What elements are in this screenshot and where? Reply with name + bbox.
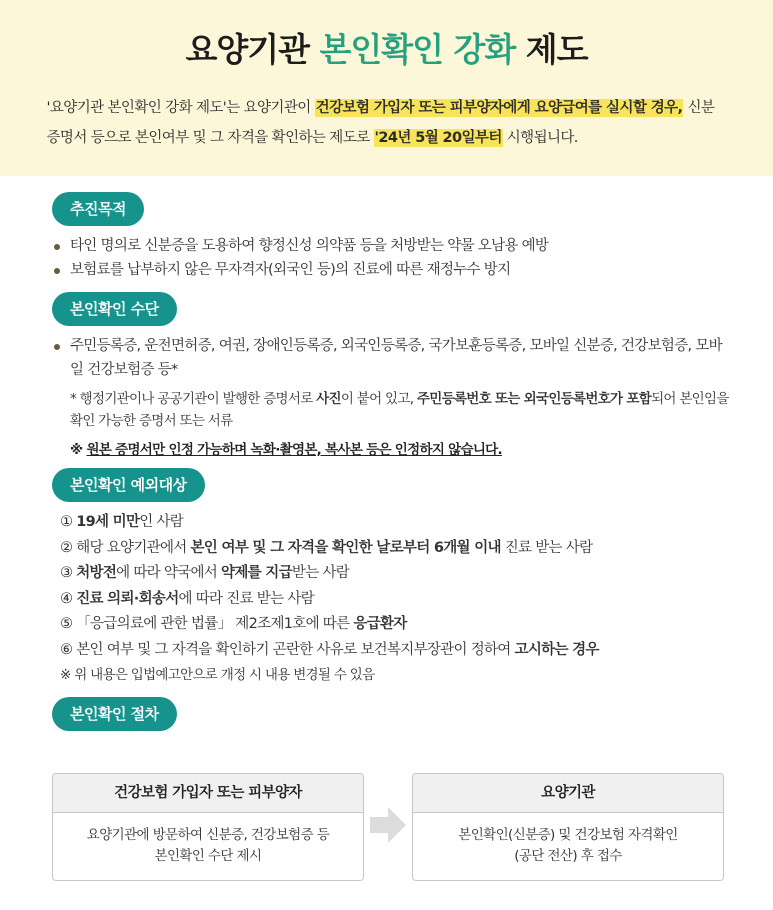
section-exceptions <box>52 468 773 687</box>
note-part: 되어 본인임을 확인 가능한 증명서 또는 서류 <box>70 391 729 429</box>
section-purpose <box>52 192 773 282</box>
exceptions-note: ※ 위 내용은 입법예고안으로 개정 시 내용 변경될 수 있음 <box>60 667 375 683</box>
list-item <box>60 561 740 587</box>
intro-highlight: 건강보험 가입자 또는 피부양자에게 요양급여를 실시할 경우, <box>315 100 683 116</box>
procedure-flow <box>52 773 722 881</box>
item-text: 「응급의료에 관한 법률」 제2조제1호에 따른 <box>76 616 354 632</box>
warning-text: 원본 증명서만 인정 가능하며 녹화·촬영본, 복사본 등은 인정하지 않습니다. <box>86 442 502 458</box>
list-item: 타인 명의로 신분증을 도용하여 향정신성 의약품 등을 처방받는 약물 오남용 예방 <box>52 234 730 258</box>
section-label-means: 본인확인 수단 <box>52 292 177 326</box>
item-number: ④ <box>60 590 77 607</box>
procedure-box-heading: 건강보험 가입자 또는 피부양자 <box>53 774 363 813</box>
means-list <box>52 334 773 382</box>
list-item: 보험료를 납부하지 않은 무자격자(외국인 등)의 진료에 따른 재정누수 방지 <box>52 258 730 282</box>
item-number: ⑤ <box>60 616 77 632</box>
item-text: 진료 받는 사람 <box>500 539 593 556</box>
warning-mark: ※ <box>70 442 87 458</box>
note-bold: 주민등록번호 또는 외국인등록번호가 포함 <box>416 391 652 407</box>
procedure-box-line: 본인확인 수단 제시 <box>154 848 262 864</box>
note-bold: 사진 <box>316 391 341 407</box>
item-number: ③ <box>60 565 77 581</box>
item-text: 받는 사람 <box>291 565 350 581</box>
title-end: 제도 <box>515 30 588 69</box>
content <box>0 176 773 731</box>
means-footnote <box>52 388 730 432</box>
purpose-list <box>52 234 773 282</box>
procedure-box-institution <box>412 773 724 881</box>
list-item: 주민등록증, 운전면허증, 여권, 장애인등록증, 외국인등록증, 국가보훈등록증, 모바일 신분증, 건강보험증, 모바일 건강보험증 등* <box>52 334 730 382</box>
item-bold: 고시하는 경우 <box>514 641 599 658</box>
item-bold: 응급환자 <box>353 616 407 632</box>
item-text: 에 따라 진료 받는 사람 <box>178 590 314 607</box>
item-text: 인 사람 <box>139 514 184 530</box>
item-bold: 처방전 <box>76 565 117 581</box>
procedure-box-line: 본인확인(신분증) 및 건강보험 자격확인 <box>458 827 678 843</box>
list-item <box>60 612 740 638</box>
section-label-procedure: 본인확인 절차 <box>52 697 177 731</box>
section-label-exceptions: 본인확인 예외대상 <box>52 468 205 502</box>
item-bold: 약제를 지급 <box>221 565 292 581</box>
title-accent: 본인확인 강화 <box>319 30 516 69</box>
note-part: * 행정기관이나 공공기관이 발행한 증명서로 <box>70 391 317 407</box>
section-means <box>52 292 773 458</box>
list-item <box>60 536 740 562</box>
item-number: ② <box>60 539 77 556</box>
note-part: 이 붙어 있고, <box>340 391 417 407</box>
item-text: 에 따라 약국에서 <box>116 565 222 581</box>
intro-text <box>47 93 727 153</box>
intro-part: '요양기관 본인확인 강화 제도'는 요양기관이 <box>46 100 315 116</box>
section-label-purpose: 추진목적 <box>52 192 144 226</box>
header-banner <box>0 0 773 176</box>
procedure-box-body <box>413 813 723 867</box>
section-procedure <box>52 697 773 731</box>
list-item <box>60 638 740 664</box>
page-title <box>0 24 773 71</box>
item-text: 본인 여부 및 그 자격을 확인하기 곤란한 사유로 보건복지부장관이 정하여 <box>76 641 515 658</box>
intro-part: 신분증명서 등으로 본인여부 및 그 자격을 확인하는 제도로 <box>46 100 715 146</box>
item-number: ⑥ <box>60 641 77 658</box>
exceptions-list <box>52 510 773 663</box>
procedure-box-heading: 요양기관 <box>413 774 723 813</box>
intro-highlight-date: '24년 5월 20일부터 <box>374 130 502 146</box>
list-item <box>60 510 740 536</box>
item-bold: 진료 의뢰·회송서 <box>76 590 179 607</box>
arrow-right-icon <box>370 805 406 845</box>
means-warning <box>52 438 773 458</box>
item-bold: 본인 여부 및 그 자격을 확인한 날로부터 6개월 이내 <box>190 539 501 556</box>
list-item <box>60 587 740 613</box>
item-number: ① <box>60 514 77 530</box>
intro-part: 시행됩니다. <box>502 130 578 146</box>
item-text: 해당 요양기관에서 <box>76 539 191 556</box>
procedure-box-line: (공단 전산) 후 접수 <box>514 848 622 864</box>
procedure-box-body <box>53 813 363 867</box>
procedure-box-line: 요양기관에 방문하여 신분증, 건강보험증 등 <box>86 827 330 843</box>
item-bold: 19세 미만 <box>76 514 140 530</box>
procedure-box-patient <box>52 773 364 881</box>
title-main: 요양기관 <box>185 30 320 69</box>
